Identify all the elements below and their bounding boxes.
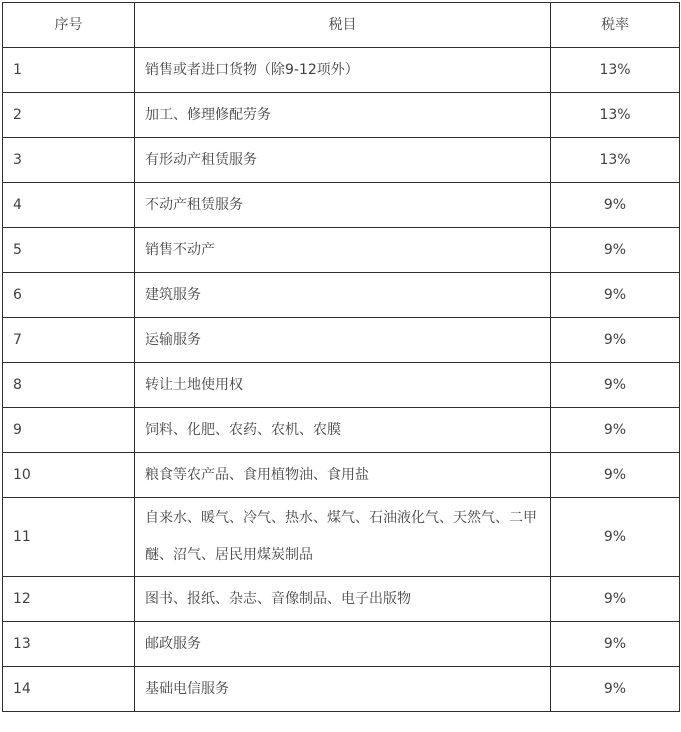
row-rate: 13% [551, 93, 680, 138]
row-index: 1 [3, 48, 135, 93]
table-row [3, 408, 680, 453]
row-item: 运输服务 [135, 318, 551, 363]
row-rate: 9% [551, 183, 680, 228]
row-item: 自来水、暖气、冷气、热水、煤气、石油液化气、天然气、二甲醚、沼气、居民用煤炭制品 [135, 498, 551, 577]
row-index: 13 [3, 622, 135, 667]
table-row [3, 93, 680, 138]
row-item: 粮食等农产品、食用植物油、食用盐 [135, 453, 551, 498]
row-rate: 9% [551, 228, 680, 273]
table-row [3, 498, 680, 577]
table-row [3, 622, 680, 667]
header-index: 序号 [3, 3, 135, 48]
row-item: 图书、报纸、杂志、音像制品、电子出版物 [135, 577, 551, 622]
row-index: 6 [3, 273, 135, 318]
row-index: 12 [3, 577, 135, 622]
row-index: 10 [3, 453, 135, 498]
table-row [3, 273, 680, 318]
row-index: 11 [3, 498, 135, 577]
row-rate: 9% [551, 577, 680, 622]
table-row [3, 183, 680, 228]
row-rate: 9% [551, 498, 680, 577]
table-row [3, 318, 680, 363]
table-row [3, 138, 680, 183]
tax-rate-table [2, 2, 680, 712]
row-item: 邮政服务 [135, 622, 551, 667]
row-rate: 9% [551, 408, 680, 453]
row-rate: 9% [551, 273, 680, 318]
row-item: 转让土地使用权 [135, 363, 551, 408]
row-rate: 9% [551, 453, 680, 498]
row-item: 销售不动产 [135, 228, 551, 273]
row-index: 2 [3, 93, 135, 138]
table-row [3, 577, 680, 622]
row-index: 4 [3, 183, 135, 228]
header-rate: 税率 [551, 3, 680, 48]
row-index: 3 [3, 138, 135, 183]
row-item: 加工、修理修配劳务 [135, 93, 551, 138]
row-item: 不动产租赁服务 [135, 183, 551, 228]
table-row [3, 228, 680, 273]
row-item: 饲料、化肥、农药、农机、农膜 [135, 408, 551, 453]
row-index: 14 [3, 667, 135, 712]
table-row [3, 48, 680, 93]
row-rate: 9% [551, 318, 680, 363]
row-item: 建筑服务 [135, 273, 551, 318]
table-row [3, 667, 680, 712]
row-index: 8 [3, 363, 135, 408]
table-row [3, 453, 680, 498]
row-index: 9 [3, 408, 135, 453]
table-header-row [3, 3, 680, 48]
row-rate: 13% [551, 138, 680, 183]
row-rate: 9% [551, 363, 680, 408]
row-index: 5 [3, 228, 135, 273]
row-rate: 9% [551, 622, 680, 667]
row-item: 销售或者进口货物（除9-12项外） [135, 48, 551, 93]
row-item: 有形动产租赁服务 [135, 138, 551, 183]
header-item: 税目 [135, 3, 551, 48]
row-rate: 9% [551, 667, 680, 712]
row-rate: 13% [551, 48, 680, 93]
row-item: 基础电信服务 [135, 667, 551, 712]
table-row [3, 363, 680, 408]
row-index: 7 [3, 318, 135, 363]
